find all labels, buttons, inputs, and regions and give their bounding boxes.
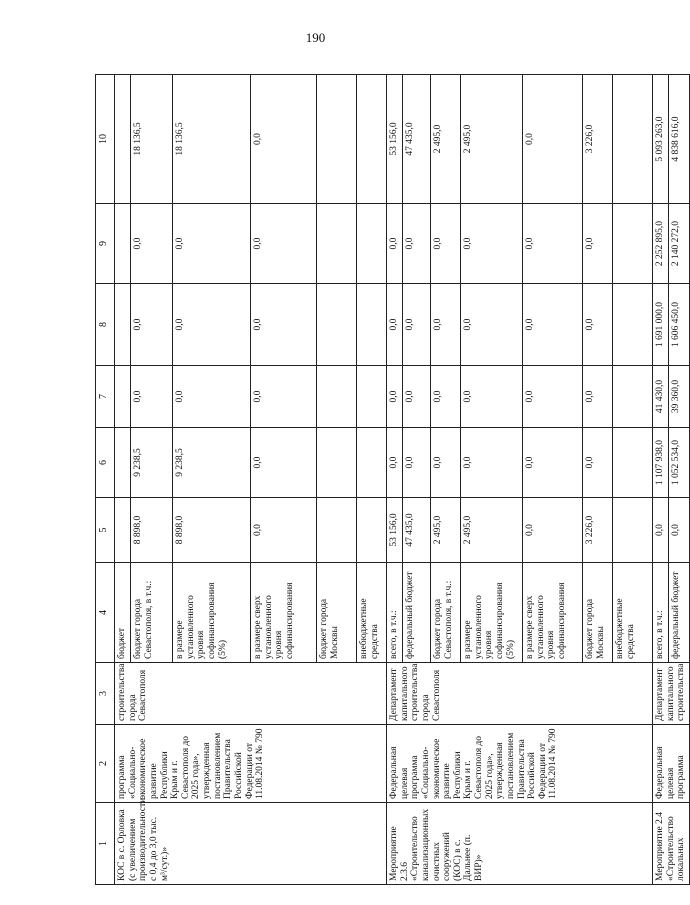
funding-source: в размере сверх установленного уровня софинансирования <box>523 563 583 663</box>
value-cell <box>115 366 131 428</box>
header-cell: 6 <box>96 428 115 498</box>
value-cell: 2 495,0 <box>431 498 461 563</box>
value-cell: 0,0 <box>669 498 690 563</box>
value-cell <box>317 204 357 284</box>
value-cell <box>357 366 387 428</box>
value-cell: 47 435,0 <box>403 75 431 204</box>
value-cell: 0,0 <box>523 204 583 284</box>
header-cell: 8 <box>96 284 115 366</box>
header-cell: 9 <box>96 204 115 284</box>
value-cell <box>357 75 387 204</box>
value-cell: 0,0 <box>583 366 613 428</box>
block2-col1: Мероприятие 2.3.6 «Строительство канализационных очистных сооружений (КОС) в с. Дальнее (п. ВИР)» <box>387 803 653 885</box>
value-cell: 0,0 <box>251 204 317 284</box>
block1-col1: КОС в с. Орловка (с увеличением производительности с 0,4 до 3,0 тыс. м³/сут.)» <box>115 803 387 885</box>
value-cell: 1 107 938,0 <box>653 428 669 498</box>
value-cell: 0,0 <box>387 366 403 428</box>
table-area <box>95 75 687 885</box>
value-cell: 41 430,0 <box>653 366 669 428</box>
value-cell <box>115 204 131 284</box>
funding-source: в размере установленного уровня софинансирования (5%) <box>173 563 251 663</box>
value-cell: 0,0 <box>431 284 461 366</box>
value-cell: 2 140 272,0 <box>669 204 690 284</box>
value-cell: 4 838 616,0 <box>669 75 690 204</box>
header-cell: 2 <box>96 725 115 803</box>
value-cell: 0,0 <box>461 204 523 284</box>
value-cell: 0,0 <box>251 428 317 498</box>
value-cell <box>317 498 357 563</box>
funding-source: внебюджетные средства <box>613 563 653 663</box>
header-cell: 4 <box>96 563 115 663</box>
value-cell: 0,0 <box>251 75 317 204</box>
value-cell: 0,0 <box>431 428 461 498</box>
value-cell: 18 136,5 <box>131 75 173 204</box>
value-cell: 0,0 <box>431 366 461 428</box>
table-row <box>387 75 403 885</box>
funding-source: в размере установленного уровня софинансирования (5%) <box>461 563 523 663</box>
value-cell: 0,0 <box>403 428 431 498</box>
value-cell: 0,0 <box>461 428 523 498</box>
funding-source: федеральный бюджет <box>669 563 690 663</box>
value-cell: 0,0 <box>387 428 403 498</box>
value-cell: 0,0 <box>131 204 173 284</box>
value-cell: 0,0 <box>523 498 583 563</box>
value-cell: 9 238,5 <box>131 428 173 498</box>
value-cell <box>357 204 387 284</box>
value-cell <box>613 498 653 563</box>
value-cell: 0,0 <box>251 498 317 563</box>
value-cell: 0,0 <box>131 284 173 366</box>
value-cell <box>115 498 131 563</box>
header-cell: 7 <box>96 366 115 428</box>
value-cell: 0,0 <box>583 428 613 498</box>
table-row <box>653 75 669 885</box>
value-cell: 53 156,0 <box>387 498 403 563</box>
header-cell: 1 <box>96 803 115 885</box>
value-cell: 0,0 <box>461 366 523 428</box>
block3-col2: Федеральная целевая программа <box>653 725 690 803</box>
value-cell: 0,0 <box>523 366 583 428</box>
value-cell: 0,0 <box>131 366 173 428</box>
value-cell <box>613 366 653 428</box>
value-cell: 0,0 <box>523 428 583 498</box>
funding-source: в размере сверх установленного уровня софинансирования <box>251 563 317 663</box>
funding-source: бюджет города Москвы <box>583 563 613 663</box>
funding-source: бюджет <box>115 563 131 663</box>
value-cell <box>357 428 387 498</box>
funding-source: всего, в т.ч.: <box>387 563 403 663</box>
header-cell: 3 <box>96 663 115 725</box>
block3-col1: Мероприятие 2.4 «Строительство локальных <box>653 803 690 885</box>
value-cell: 2 495,0 <box>431 75 461 204</box>
value-cell: 53 156,0 <box>387 75 403 204</box>
value-cell: 3 226,0 <box>583 75 613 204</box>
funding-source: бюджет города Севастополя, в т.ч.: <box>131 563 173 663</box>
value-cell <box>613 75 653 204</box>
value-cell <box>357 498 387 563</box>
value-cell: 0,0 <box>583 204 613 284</box>
funding-source: бюджет города Севастополя, в т.ч.: <box>431 563 461 663</box>
value-cell: 47 435,0 <box>403 498 431 563</box>
value-cell: 18 136,5 <box>173 75 251 204</box>
value-cell: 2 252 895,0 <box>653 204 669 284</box>
value-cell: 0,0 <box>387 204 403 284</box>
page-number: 190 <box>305 30 326 45</box>
value-cell: 0,0 <box>403 366 431 428</box>
funding-source: бюджет города Москвы <box>317 563 357 663</box>
value-cell: 0,0 <box>461 284 523 366</box>
header-cell: 5 <box>96 498 115 563</box>
value-cell: 2 495,0 <box>461 75 523 204</box>
block1-col3: строительства города Севастополя <box>115 663 387 725</box>
block2-col2: Федеральная целевая программа «Социально-экономическое развитие Республики Крым и г. Севастополя до 2025 года», утвержденная постановлением Правительства Российской Федерации от 11.08.2014 № 790 <box>387 725 653 803</box>
value-cell: 1 052 534,0 <box>669 428 690 498</box>
value-cell: 0,0 <box>173 366 251 428</box>
value-cell <box>613 428 653 498</box>
value-cell <box>613 204 653 284</box>
value-cell: 0,0 <box>583 284 613 366</box>
value-cell: 0,0 <box>251 366 317 428</box>
value-cell: 0,0 <box>403 204 431 284</box>
value-cell: 3 226,0 <box>583 498 613 563</box>
value-cell: 0,0 <box>387 284 403 366</box>
block2-col3: Департамент капитального строительства города Севастополя <box>387 663 653 725</box>
value-cell: 5 093 263,0 <box>653 75 669 204</box>
value-cell <box>357 284 387 366</box>
value-cell: 1 691 000,0 <box>653 284 669 366</box>
funding-source: всего, в т.ч.: <box>653 563 669 663</box>
value-cell <box>317 428 357 498</box>
value-cell: 2 495,0 <box>461 498 523 563</box>
value-cell: 8 898,0 <box>173 498 251 563</box>
value-cell <box>115 284 131 366</box>
value-cell: 9 238,5 <box>173 428 251 498</box>
header-row <box>96 75 115 885</box>
value-cell <box>613 284 653 366</box>
value-cell <box>317 366 357 428</box>
value-cell: 0,0 <box>173 204 251 284</box>
table-row <box>115 75 131 885</box>
value-cell: 0,0 <box>403 284 431 366</box>
budget-table <box>95 74 690 885</box>
value-cell: 8 898,0 <box>131 498 173 563</box>
block3-col3: Департамент капитального строительства <box>653 663 690 725</box>
value-cell: 0,0 <box>653 498 669 563</box>
value-cell: 0,0 <box>523 75 583 204</box>
funding-source: федеральный бюджет <box>403 563 431 663</box>
value-cell: 0,0 <box>251 284 317 366</box>
block1-col2: программа «Социально-экономическое развитие Республики Крым и г. Севастополя до 2025 года», утвержденная постановлением Правительства Российской Федерации от 11.08.2014 № 790 <box>115 725 387 803</box>
funding-source: внебюджетные средства <box>357 563 387 663</box>
value-cell <box>115 428 131 498</box>
value-cell: 39 360,0 <box>669 366 690 428</box>
value-cell: 1 606 450,0 <box>669 284 690 366</box>
value-cell <box>115 75 131 204</box>
value-cell: 0,0 <box>431 204 461 284</box>
value-cell: 0,0 <box>173 284 251 366</box>
header-cell: 10 <box>96 75 115 204</box>
value-cell: 0,0 <box>523 284 583 366</box>
value-cell <box>317 75 357 204</box>
value-cell <box>317 284 357 366</box>
